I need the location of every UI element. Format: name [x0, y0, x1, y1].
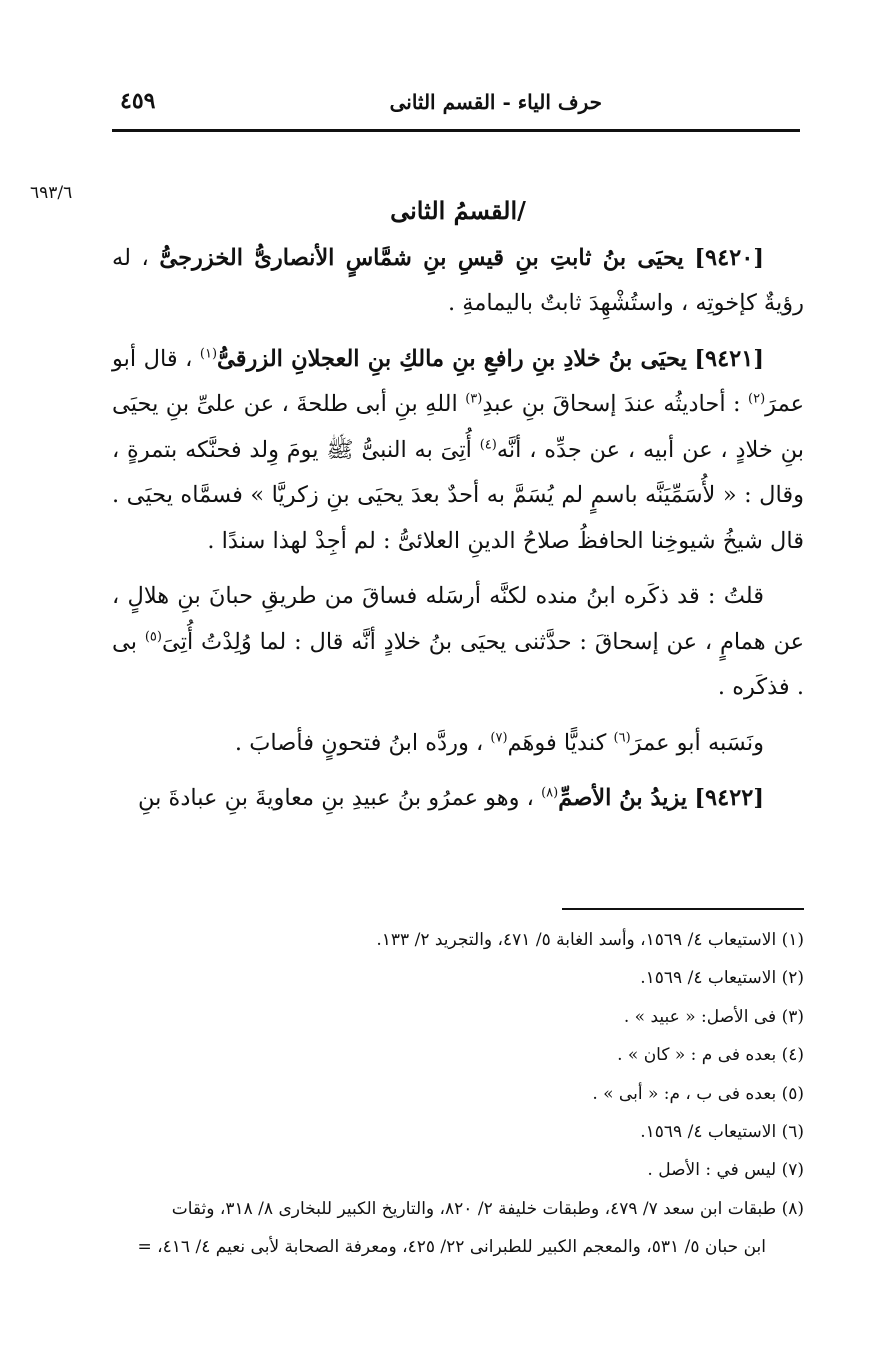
nasab-text: ونَسَبه أبو عمرَ	[630, 729, 764, 756]
entry-text: اللهِ بنِ أبى طلحةَ ، عن علىِّ بنِ يحيَى بنِ خلادٍ ، عن أبيه ، عن جدِّه ، أنَّه	[112, 391, 805, 463]
running-header	[112, 86, 802, 122]
footnote-marker[interactable]: (٤)	[479, 437, 497, 452]
footnote-8: (٨) طبقات ابن سعد ٧/ ٤٧٩، وطبقات خليفة ٢/ ٨٢٠، والتاريخ الكبير للبخارى ٨/ ٣١٨، وثقات	[171, 1198, 804, 1219]
footnote-marker[interactable]: (١)	[199, 346, 218, 361]
margin-volume-reference: ٦٩٣/٦	[30, 183, 73, 203]
entry-text: ، قال أبو عمرَ	[112, 345, 805, 417]
main-text	[112, 188, 804, 832]
nasab-paragraph	[112, 721, 804, 767]
nasab-text: ، وردَّه ابنُ فتحونٍ فأصابَ .	[234, 729, 484, 756]
entry-text: ، له رؤيةٌ كإخوتِه ، واستُشْهِدَ ثابتٌ باليمامةِ .	[112, 244, 804, 316]
footnote-marker[interactable]: (٥)	[144, 629, 162, 644]
entry-text: : أحاديثُه عندَ إسحاقَ بنِ عبدِ	[482, 391, 741, 417]
entry-number: [٩٤٢٢]	[694, 785, 764, 811]
footnote-2: (٢) الاستيعاب ٤/ ١٥٦٩.	[640, 968, 804, 989]
footnote-8-continuation: ابن حبان ٥/ ٥٣١، والمعجم الكبير للطبرانى ٢٢/ ٤٢٥، ومعرفة الصحابة لأبى نعيم ٤/ ٤١٦، =	[137, 1237, 766, 1258]
commentary-text: قلتُ : قد ذكَره ابنُ منده لكنَّه أرسَله فساقَ من طريقِ حبانَ بنِ هلالٍ ، عن همامٍ ، عن إسحاقَ : حدَّثنى يحيَى بنُ خلادٍ أنَّه قال : لما وُلِدْتُ أُتِىَ	[112, 583, 804, 655]
footnote-3: (٣) فى الأصل: « عبيد » .	[623, 1006, 804, 1027]
footnote-marker[interactable]: (٣)	[465, 391, 483, 407]
commentary-text: بى . فذكَره .	[112, 628, 804, 700]
footnote-6: (٦) الاستيعاب ٤/ ١٥٦٩.	[640, 1122, 804, 1143]
entry-9422	[112, 776, 804, 822]
footnote-5: (٥) بعده فى ب ، م: « أبى » .	[592, 1083, 804, 1104]
footnote-marker[interactable]: (٢)	[748, 391, 766, 407]
entry-9420	[112, 236, 804, 327]
entry-text: أُتِىَ به النبىُّ ﷺ يومَ وِلد فحنَّكه بتمرةٍ ، وقال : « لأُسَمِّيَنَّه باسمٍ لم يُسَمَّ به أحدٌ بعدَ يحيَى بنِ زكريَّا » فسمَّاه يحيَى . قال شيخُ شيوخِنا الحافظُ صلاحُ الدينِ العلائىُّ : لم أجِدْ لهذا سندًا .	[112, 436, 804, 554]
footnote-separator	[562, 908, 804, 910]
entry-name: يحيَى بنُ خلادِ بنِ رافعِ بنِ مالكِ بنِ العجلانِ الزرقىُّ	[217, 345, 687, 372]
footnote-marker[interactable]: (٦)	[613, 730, 631, 745]
header-rule	[112, 129, 800, 132]
nasab-text: كنديًّا فوهَم	[507, 729, 607, 756]
header-title: حرف الياء - القسم الثانى	[389, 90, 602, 114]
section-title: /القسمُ الثانى	[390, 196, 526, 225]
entry-name: يحيَى بنُ ثابتِ بنِ قيسِ بنِ شمَّاسٍ الأنصارىُّ الخزرجىُّ	[159, 244, 684, 271]
footnote-marker[interactable]: (٧)	[490, 730, 508, 745]
entry-text: ، وهو عمرُو بنُ عبيدِ بنِ معاويةَ بنِ عبادةَ بنِ	[138, 785, 534, 811]
entry-9421	[112, 337, 804, 565]
footnote-marker[interactable]: (٨)	[541, 785, 559, 801]
entry-name: يزيدُ بنُ الأصمِّ	[558, 785, 688, 811]
footnote-1: (١) الاستيعاب ٤/ ١٥٦٩، وأسد الغابة ٥/ ٤٧١، والتجريد ٢/ ١٣٣.	[376, 930, 804, 950]
footnote-4: (٤) بعده فى م : « كان » .	[617, 1045, 804, 1066]
entry-number: [٩٤٢١]	[694, 345, 765, 372]
footnotes	[112, 921, 804, 1267]
commentary-paragraph	[112, 574, 804, 711]
entry-number: [٩٤٢٠]	[694, 244, 765, 271]
footnote-7: (٧) ليس في : الأصل .	[647, 1160, 804, 1181]
page-number: ٤٥٩	[120, 88, 156, 114]
